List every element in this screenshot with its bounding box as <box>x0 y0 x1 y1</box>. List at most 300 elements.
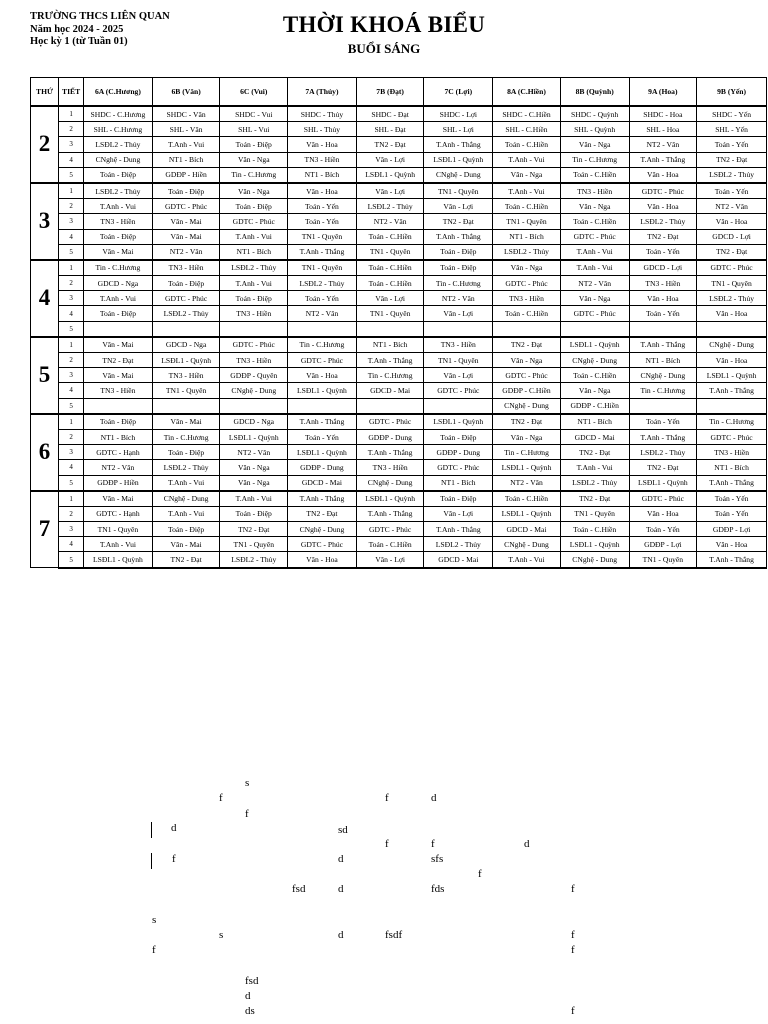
lesson-cell: Văn - Nga <box>560 137 629 152</box>
timetable-row <box>31 106 767 122</box>
lesson-cell: T.Anh - Thắng <box>288 491 357 507</box>
lesson-cell: GDCD - Nga <box>152 337 220 353</box>
lesson-cell: Văn - Lợi <box>424 306 493 321</box>
day-label: 3 <box>31 183 59 260</box>
lesson-cell: SHDC - Vui <box>220 106 288 122</box>
lesson-cell: Tin - C.Hương <box>560 152 629 167</box>
lesson-cell <box>152 398 220 414</box>
lesson-cell: T.Anh - Thắng <box>697 552 767 568</box>
class-header: 6A (C.Hương) <box>84 78 153 107</box>
lesson-cell: LSĐL1 - Quỳnh <box>288 445 357 460</box>
lesson-cell: SHL - Thủy <box>288 122 357 137</box>
lesson-cell: Toán - C.Hiền <box>356 260 424 276</box>
timetable-row <box>31 398 767 414</box>
scribble-text: f <box>571 883 575 895</box>
lesson-cell: GDCD - Mai <box>493 522 561 537</box>
scribble-text: fsd <box>245 975 259 987</box>
period-number: 3 <box>59 522 84 537</box>
lesson-cell <box>697 398 767 414</box>
lesson-cell: GDTC - Phúc <box>356 414 424 430</box>
lesson-cell <box>356 321 424 337</box>
lesson-cell: Tin - C.Hương <box>84 260 153 276</box>
lesson-cell: Văn - Nga <box>560 199 629 214</box>
lesson-cell: LSĐL2 - Thủy <box>152 306 220 321</box>
lesson-cell: TN1 - Quyên <box>84 522 153 537</box>
lesson-cell: LSĐL2 - Thủy <box>152 460 220 475</box>
lesson-cell: GDTC - Phúc <box>493 276 561 291</box>
lesson-cell: GDTC - Phúc <box>288 537 357 552</box>
lesson-cell: CNghệ - Dung <box>560 552 629 568</box>
lesson-cell: SHL - C.Hương <box>84 122 153 137</box>
period-number: 1 <box>59 337 84 353</box>
lesson-cell: Toán - C.Hiền <box>493 306 561 321</box>
lesson-cell: Văn - Hoa <box>697 353 767 368</box>
lesson-cell: CNghệ - Dung <box>424 167 493 183</box>
class-header: 6C (Vui) <box>220 78 288 107</box>
timetable-row <box>31 183 767 199</box>
lesson-cell: Văn - Lợi <box>356 183 424 199</box>
scribble-text: d <box>431 792 437 804</box>
class-header: 8A (C.Hiền) <box>493 78 561 107</box>
lesson-cell: NT1 - Bích <box>629 353 697 368</box>
lesson-cell: GDCD - Nga <box>220 414 288 430</box>
lesson-cell: TN3 - Hiền <box>493 291 561 306</box>
lesson-cell: TN2 - Đạt <box>493 337 561 353</box>
lesson-cell: LSĐL2 - Thủy <box>697 167 767 183</box>
lesson-cell: Văn - Hoa <box>288 368 357 383</box>
lesson-cell: Tin - C.Hương <box>493 445 561 460</box>
lesson-cell: Văn - Nga <box>493 429 561 444</box>
lesson-cell: TN2 - Đạt <box>152 552 220 568</box>
lesson-cell: T.Anh - Thắng <box>288 244 357 260</box>
lesson-cell: LSĐL2 - Thủy <box>220 260 288 276</box>
timetable-row <box>31 414 767 430</box>
lesson-cell: T.Anh - Vui <box>493 183 561 199</box>
lesson-cell: NT1 - Bích <box>493 229 561 244</box>
lesson-cell: LSĐL1 - Quỳnh <box>493 460 561 475</box>
lesson-cell: Văn - Hoa <box>629 291 697 306</box>
lesson-cell <box>220 398 288 414</box>
lesson-cell: TN1 - Quyên <box>424 183 493 199</box>
lesson-cell: TN2 - Đạt <box>356 137 424 152</box>
lesson-cell: Toán - Điệp <box>152 522 220 537</box>
lesson-cell: TN3 - Hiền <box>424 337 493 353</box>
lesson-cell: GDĐP - Hiền <box>84 475 153 491</box>
lesson-cell: GDĐP - C.Hiền <box>560 398 629 414</box>
lesson-cell: T.Anh - Thắng <box>629 337 697 353</box>
lesson-cell: TN2 - Đạt <box>220 522 288 537</box>
lesson-cell: Toán - C.Hiền <box>493 137 561 152</box>
lesson-cell: LSĐL2 - Thủy <box>84 183 153 199</box>
lesson-cell: GDTC - Phúc <box>560 229 629 244</box>
lesson-cell: CNghệ - Dung <box>493 398 561 414</box>
lesson-cell: NT1 - Bích <box>84 429 153 444</box>
timetable-row <box>31 137 767 152</box>
lesson-cell: Văn - Hoa <box>697 537 767 552</box>
scribble-text: d <box>338 883 344 895</box>
scribble-text: fds <box>431 883 445 895</box>
lesson-cell: LSĐL2 - Thủy <box>220 552 288 568</box>
lesson-cell: GDĐP - Dung <box>356 429 424 444</box>
lesson-cell: TN1 - Quyên <box>356 244 424 260</box>
timetable-row <box>31 306 767 321</box>
lesson-cell: TN1 - Quyên <box>288 229 357 244</box>
period-number: 3 <box>59 137 84 152</box>
scribble-text: f <box>172 853 176 865</box>
lesson-cell: Văn - Hoa <box>629 199 697 214</box>
lesson-cell: Văn - Hoa <box>288 552 357 568</box>
lesson-cell: Văn - Nga <box>493 260 561 276</box>
lesson-cell <box>424 321 493 337</box>
lesson-cell: Văn - Lợi <box>424 368 493 383</box>
lesson-cell: T.Anh - Thắng <box>288 414 357 430</box>
scribble-text: d <box>171 822 177 834</box>
lesson-cell: SHDC - Quỳnh <box>560 106 629 122</box>
lesson-cell: Toán - Yến <box>629 244 697 260</box>
lesson-cell: TN3 - Hiền <box>84 383 153 398</box>
lesson-cell: LSĐL1 - Quỳnh <box>560 537 629 552</box>
lesson-cell: Toán - Yến <box>288 291 357 306</box>
lesson-cell: LSĐL2 - Thủy <box>288 276 357 291</box>
timetable-row <box>31 152 767 167</box>
timetable-header-row <box>31 78 767 107</box>
lesson-cell: GDCD - Mai <box>560 429 629 444</box>
class-header: 6B (Vân) <box>152 78 220 107</box>
lesson-cell: GDTC - Phúc <box>356 522 424 537</box>
lesson-cell: NT1 - Bích <box>288 167 357 183</box>
lesson-cell: LSĐL2 - Thủy <box>560 475 629 491</box>
text-cursor-mark <box>151 822 152 838</box>
lesson-cell <box>697 321 767 337</box>
lesson-cell: Toán - C.Hiền <box>560 522 629 537</box>
lesson-cell: Văn - Hoa <box>629 167 697 183</box>
lesson-cell: LSĐL1 - Quỳnh <box>356 167 424 183</box>
lesson-cell: T.Anh - Vui <box>220 229 288 244</box>
lesson-cell: SHDC - Hoa <box>629 106 697 122</box>
timetable-row <box>31 167 767 183</box>
lesson-cell: T.Anh - Thắng <box>629 429 697 444</box>
lesson-cell: Toán - C.Hiền <box>560 214 629 229</box>
lesson-cell: GDTC - Phúc <box>560 306 629 321</box>
timetable-row <box>31 368 767 383</box>
lesson-cell: Toán - Điệp <box>220 137 288 152</box>
lesson-cell: T.Anh - Vui <box>84 199 153 214</box>
lesson-cell: CNghệ - Dung <box>697 337 767 353</box>
lesson-cell: Toán - Yến <box>697 137 767 152</box>
lesson-cell: TN3 - Hiền <box>152 260 220 276</box>
day-label: 7 <box>31 491 59 568</box>
lesson-cell: Toán - C.Hiền <box>356 537 424 552</box>
timetable-row <box>31 475 767 491</box>
lesson-cell: LSĐL1 - Quỳnh <box>356 491 424 507</box>
lesson-cell: SHL - C.Hiền <box>493 122 561 137</box>
period-number: 1 <box>59 414 84 430</box>
lesson-cell: GDTC - Phúc <box>629 491 697 507</box>
lesson-cell: GDTC - Phúc <box>288 353 357 368</box>
lesson-cell: Toán - Điệp <box>220 199 288 214</box>
lesson-cell: Toán - Điệp <box>152 183 220 199</box>
lesson-cell: T.Anh - Thắng <box>424 522 493 537</box>
lesson-cell: Toán - Điệp <box>220 506 288 521</box>
lesson-cell: LSĐL2 - Thủy <box>356 199 424 214</box>
scribble-text: ds <box>245 1005 255 1017</box>
lesson-cell: GDCD - Lợi <box>697 229 767 244</box>
timetable-row <box>31 383 767 398</box>
period-number: 1 <box>59 491 84 507</box>
period-number: 4 <box>59 229 84 244</box>
lesson-cell: CNghệ - Dung <box>629 368 697 383</box>
lesson-cell: Toán - Yến <box>629 306 697 321</box>
timetable-row <box>31 214 767 229</box>
lesson-cell: CNghệ - Dung <box>356 475 424 491</box>
scribble-text: f <box>478 868 482 880</box>
lesson-cell: TN1 - Quyên <box>697 276 767 291</box>
lesson-cell: Toán - Điệp <box>424 244 493 260</box>
lesson-cell: Toán - Yến <box>288 199 357 214</box>
scribble-text: s <box>219 929 224 941</box>
lesson-cell: LSĐL2 - Thủy <box>629 445 697 460</box>
lesson-cell <box>356 398 424 414</box>
lesson-cell: Văn - Mai <box>84 368 153 383</box>
class-header: 7B (Đạt) <box>356 78 424 107</box>
scribble-text: f <box>571 944 575 956</box>
lesson-cell: GDTC - Phúc <box>152 199 220 214</box>
timetable-row <box>31 229 767 244</box>
lesson-cell: TN1 - Quyên <box>493 214 561 229</box>
lesson-cell: LSĐL2 - Thủy <box>84 137 153 152</box>
period-number: 3 <box>59 368 84 383</box>
lesson-cell: Văn - Lợi <box>356 291 424 306</box>
lesson-cell: T.Anh - Vui <box>84 537 153 552</box>
lesson-cell: SHL - Vân <box>152 122 220 137</box>
lesson-cell: Toán - C.Hiền <box>493 199 561 214</box>
day-label: 4 <box>31 260 59 337</box>
lesson-cell <box>560 321 629 337</box>
lesson-cell: Toán - Điệp <box>424 260 493 276</box>
lesson-cell: CNghệ - Dung <box>152 491 220 507</box>
scribble-text: f <box>385 838 389 850</box>
period-number: 4 <box>59 306 84 321</box>
timetable-row <box>31 537 767 552</box>
lesson-cell: Toán - C.Hiền <box>493 491 561 507</box>
class-header: 9B (Yến) <box>697 78 767 107</box>
lesson-cell: SHL - Đạt <box>356 122 424 137</box>
scribble-text: fsdf <box>385 929 403 941</box>
period-number: 2 <box>59 506 84 521</box>
lesson-cell: NT1 - Bích <box>424 475 493 491</box>
lesson-cell: SHDC - Thủy <box>288 106 357 122</box>
timetable-row <box>31 122 767 137</box>
scribble-text: d <box>524 838 530 850</box>
lesson-cell: SHL - Quỳnh <box>560 122 629 137</box>
lesson-cell: NT2 - Vân <box>629 137 697 152</box>
lesson-cell: NT1 - Bích <box>697 460 767 475</box>
class-header: 9A (Hoa) <box>629 78 697 107</box>
period-number: 3 <box>59 445 84 460</box>
lesson-cell: TN2 - Đạt <box>560 491 629 507</box>
timetable-row <box>31 445 767 460</box>
lesson-cell: Văn - Mai <box>152 229 220 244</box>
scribble-text: sfs <box>431 853 444 865</box>
lesson-cell: Văn - Mai <box>152 214 220 229</box>
lesson-cell <box>629 398 697 414</box>
lesson-cell <box>84 398 153 414</box>
lesson-cell: TN3 - Hiền <box>152 368 220 383</box>
scribble-text: f <box>385 792 389 804</box>
lesson-cell: GDĐP - Lợi <box>697 522 767 537</box>
lesson-cell: GDTC - Hạnh <box>84 445 153 460</box>
lesson-cell: Văn - Nga <box>493 353 561 368</box>
scribble-text: d <box>245 990 251 1002</box>
timetable-row <box>31 199 767 214</box>
lesson-cell: SHL - Vui <box>220 122 288 137</box>
period-number: 3 <box>59 214 84 229</box>
lesson-cell: LSĐL1 - Quỳnh <box>152 353 220 368</box>
lesson-cell: TN3 - Hiền <box>220 306 288 321</box>
timetable-body <box>31 106 767 568</box>
period-number: 2 <box>59 276 84 291</box>
lesson-cell: SHDC - Yến <box>697 106 767 122</box>
class-header: 7A (Thủy) <box>288 78 357 107</box>
lesson-cell: Toán - Điệp <box>220 291 288 306</box>
lesson-cell: TN1 - Quyên <box>288 260 357 276</box>
lesson-cell: T.Anh - Thắng <box>424 229 493 244</box>
lesson-cell: Văn - Mai <box>84 337 153 353</box>
lesson-cell: SHDC - Lợi <box>424 106 493 122</box>
lesson-cell: Văn - Lợi <box>424 199 493 214</box>
lesson-cell: T.Anh - Vui <box>560 460 629 475</box>
lesson-cell: GDĐP - Dung <box>288 460 357 475</box>
period-number: 1 <box>59 183 84 199</box>
lesson-cell: Văn - Lợi <box>424 506 493 521</box>
lesson-cell: TN1 - Quyên <box>629 552 697 568</box>
lesson-cell: SHL - Hoa <box>629 122 697 137</box>
lesson-cell: CNghệ - Dung <box>493 537 561 552</box>
lesson-cell: LSĐL1 - Quỳnh <box>424 152 493 167</box>
lesson-cell: LSĐL2 - Thủy <box>493 244 561 260</box>
lesson-cell: Tin - C.Hương <box>356 368 424 383</box>
lesson-cell: TN2 - Đạt <box>697 152 767 167</box>
period-number: 2 <box>59 122 84 137</box>
lesson-cell: NT2 - Vân <box>152 244 220 260</box>
period-number: 1 <box>59 106 84 122</box>
period-number: 5 <box>59 167 84 183</box>
lesson-cell: Văn - Hoa <box>697 306 767 321</box>
lesson-cell: TN2 - Đạt <box>493 414 561 430</box>
lesson-cell: T.Anh - Vui <box>560 260 629 276</box>
lesson-cell: T.Anh - Thắng <box>356 353 424 368</box>
period-number: 5 <box>59 398 84 414</box>
lesson-cell: Toán - C.Hiền <box>356 276 424 291</box>
period-number: 5 <box>59 321 84 337</box>
lesson-cell: Toán - Yến <box>697 183 767 199</box>
lesson-cell: TN2 - Đạt <box>424 214 493 229</box>
class-header: 7C (Lợi) <box>424 78 493 107</box>
lesson-cell: GDTC - Phúc <box>424 460 493 475</box>
lesson-cell: NT2 - Vân <box>288 306 357 321</box>
lesson-cell: Toán - Điệp <box>424 491 493 507</box>
page-title: THỜI KHOÁ BIỂU <box>282 12 486 37</box>
lesson-cell: NT2 - Vân <box>424 291 493 306</box>
lesson-cell: NT2 - Vân <box>84 460 153 475</box>
lesson-cell: Tin - C.Hương <box>220 167 288 183</box>
lesson-cell: Văn - Hoa <box>288 183 357 199</box>
lesson-cell: Văn - Nga <box>493 167 561 183</box>
period-number: 2 <box>59 353 84 368</box>
lesson-cell: Văn - Nga <box>560 291 629 306</box>
timetable-row <box>31 260 767 276</box>
lesson-cell: Văn - Nga <box>220 460 288 475</box>
lesson-cell: TN1 - Quyên <box>424 353 493 368</box>
lesson-cell: Toán - Yến <box>288 429 357 444</box>
lesson-cell <box>288 321 357 337</box>
lesson-cell: TN3 - Hiền <box>697 445 767 460</box>
lesson-cell: CNghệ - Dung <box>560 353 629 368</box>
lesson-cell: SHDC - Đạt <box>356 106 424 122</box>
timetable-row <box>31 321 767 337</box>
period-number: 4 <box>59 383 84 398</box>
scribble-text: f <box>571 929 575 941</box>
session-subtitle: BUỔI SÁNG <box>347 41 421 56</box>
lesson-cell: GDCD - Nga <box>84 276 153 291</box>
lesson-cell: SHDC - Vân <box>152 106 220 122</box>
lesson-cell: Toán - Điệp <box>84 306 153 321</box>
lesson-cell: GDTC - Phúc <box>629 183 697 199</box>
lesson-cell: Văn - Nga <box>560 383 629 398</box>
lesson-cell: GDTC - Phúc <box>493 368 561 383</box>
col-header-tiet: TIẾT <box>59 78 84 107</box>
lesson-cell: GDTC - Phúc <box>220 214 288 229</box>
lesson-cell: LSĐL1 - Quỳnh <box>288 383 357 398</box>
timetable-row <box>31 429 767 444</box>
school-name: TRƯỜNG THCS LIÊN QUAN <box>30 11 170 22</box>
lesson-cell: Toán - C.Hiền <box>560 368 629 383</box>
lesson-cell: SHL - Lợi <box>424 122 493 137</box>
timetable <box>30 77 767 569</box>
lesson-cell: T.Anh - Vui <box>84 291 153 306</box>
lesson-cell: LSĐL2 - Thủy <box>629 214 697 229</box>
lesson-cell: T.Anh - Thắng <box>424 137 493 152</box>
lesson-cell: SHDC - C.Hiền <box>493 106 561 122</box>
lesson-cell <box>493 321 561 337</box>
scribble-text: d <box>338 929 344 941</box>
lesson-cell: CNghệ - Dung <box>220 383 288 398</box>
lesson-cell: Văn - Mai <box>152 414 220 430</box>
lesson-cell: GDCD - Mai <box>424 552 493 568</box>
timetable-row <box>31 353 767 368</box>
lesson-cell: Toán - C.Hiền <box>356 229 424 244</box>
timetable-row <box>31 276 767 291</box>
lesson-cell: LSĐL1 - Quỳnh <box>84 552 153 568</box>
lesson-cell: TN2 - Đạt <box>629 229 697 244</box>
lesson-cell: T.Anh - Vui <box>493 552 561 568</box>
lesson-cell: Toán - Điệp <box>84 414 153 430</box>
timetable-row <box>31 460 767 475</box>
lesson-cell: T.Anh - Vui <box>560 244 629 260</box>
scribble-text: f <box>571 1005 575 1017</box>
lesson-cell: Toán - Điệp <box>152 445 220 460</box>
lesson-cell <box>629 321 697 337</box>
lesson-cell: Tin - C.Hương <box>697 414 767 430</box>
period-number: 4 <box>59 152 84 167</box>
lesson-cell: Văn - Hoa <box>288 137 357 152</box>
period-number: 1 <box>59 260 84 276</box>
lesson-cell: LSĐL1 - Quỳnh <box>560 337 629 353</box>
scribble-text: f <box>152 944 156 956</box>
timetable-row <box>31 506 767 521</box>
lesson-cell: LSĐL1 - Quỳnh <box>629 475 697 491</box>
lesson-cell: NT2 - Vân <box>560 276 629 291</box>
